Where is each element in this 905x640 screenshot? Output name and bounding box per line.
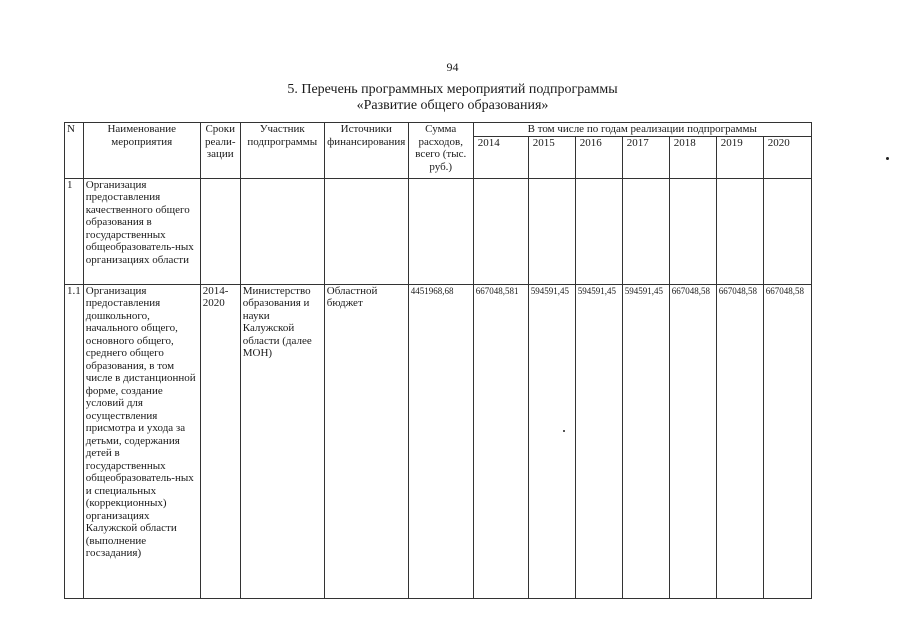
header-term: Сроки реали-зации	[200, 123, 240, 179]
row-year-value: 667048,58	[669, 284, 716, 598]
row-sum	[408, 178, 473, 284]
scan-speck	[886, 157, 889, 160]
row-number: 1	[65, 178, 84, 284]
row-sum: 4451968,68	[408, 284, 473, 598]
row-year-value	[716, 178, 763, 284]
row-year-value	[528, 178, 575, 284]
program-activities-table	[64, 122, 812, 599]
row-number: 1.1	[65, 284, 84, 598]
header-name: Наименование мероприятия	[83, 123, 200, 179]
header-n: N	[65, 123, 84, 179]
header-sum: Сумма расходов, всего (тыс. руб.)	[408, 123, 473, 179]
title-line-2: «Развитие общего образования»	[356, 98, 549, 113]
page-number: 94	[446, 60, 459, 74]
row-participant	[240, 178, 324, 284]
header-year-2019: 2019	[716, 136, 763, 178]
table-row	[65, 178, 812, 284]
row-name: Организация предоставления качественного общего образования в государственных общеобразователь-ных организациях области	[83, 178, 200, 284]
row-year-value: 667048,58	[763, 284, 811, 598]
row-year-value	[622, 178, 669, 284]
header-years-group: В том числе по годам реализации подпрограммы	[473, 123, 811, 137]
header-year-2014: 2014	[473, 136, 528, 178]
row-year-value	[763, 178, 811, 284]
header-year-2016: 2016	[575, 136, 622, 178]
row-sources: Областной бюджет	[324, 284, 408, 598]
row-year-value: 667048,58	[716, 284, 763, 598]
header-sources: Источники финансирования	[324, 123, 408, 179]
header-year-2015: 2015	[528, 136, 575, 178]
row-year-value: 594591,45	[528, 284, 575, 598]
row-year-value	[473, 178, 528, 284]
scan-speck	[563, 430, 565, 432]
header-year-2018: 2018	[669, 136, 716, 178]
row-year-value: 667048,581	[473, 284, 528, 598]
row-sources	[324, 178, 408, 284]
row-year-value	[669, 178, 716, 284]
header-participant: Участник подпрограммы	[240, 123, 324, 179]
title-line-1: 5. Перечень программных мероприятий подпрограммы	[287, 82, 618, 97]
table-row	[65, 284, 812, 598]
row-year-value	[575, 178, 622, 284]
row-year-value: 594591,45	[622, 284, 669, 598]
row-name: Организация предоставления дошкольного, начального общего, основного общего, среднего общего образования, в том числе в дистанционной форме, создание условий для осуществления присмотра и ухода за детьми, содержания детей в государственных общеобразователь-ных и специальных (коррекционных) организациях Калужской области (выполнение госзадания)	[83, 284, 200, 598]
row-participant: Министерство образования и науки Калужской области (далее МОН)	[240, 284, 324, 598]
header-year-2017: 2017	[622, 136, 669, 178]
row-year-value: 594591,45	[575, 284, 622, 598]
row-term	[200, 178, 240, 284]
header-year-2020: 2020	[763, 136, 811, 178]
row-term: 2014-2020	[200, 284, 240, 598]
section-title	[0, 82, 905, 114]
